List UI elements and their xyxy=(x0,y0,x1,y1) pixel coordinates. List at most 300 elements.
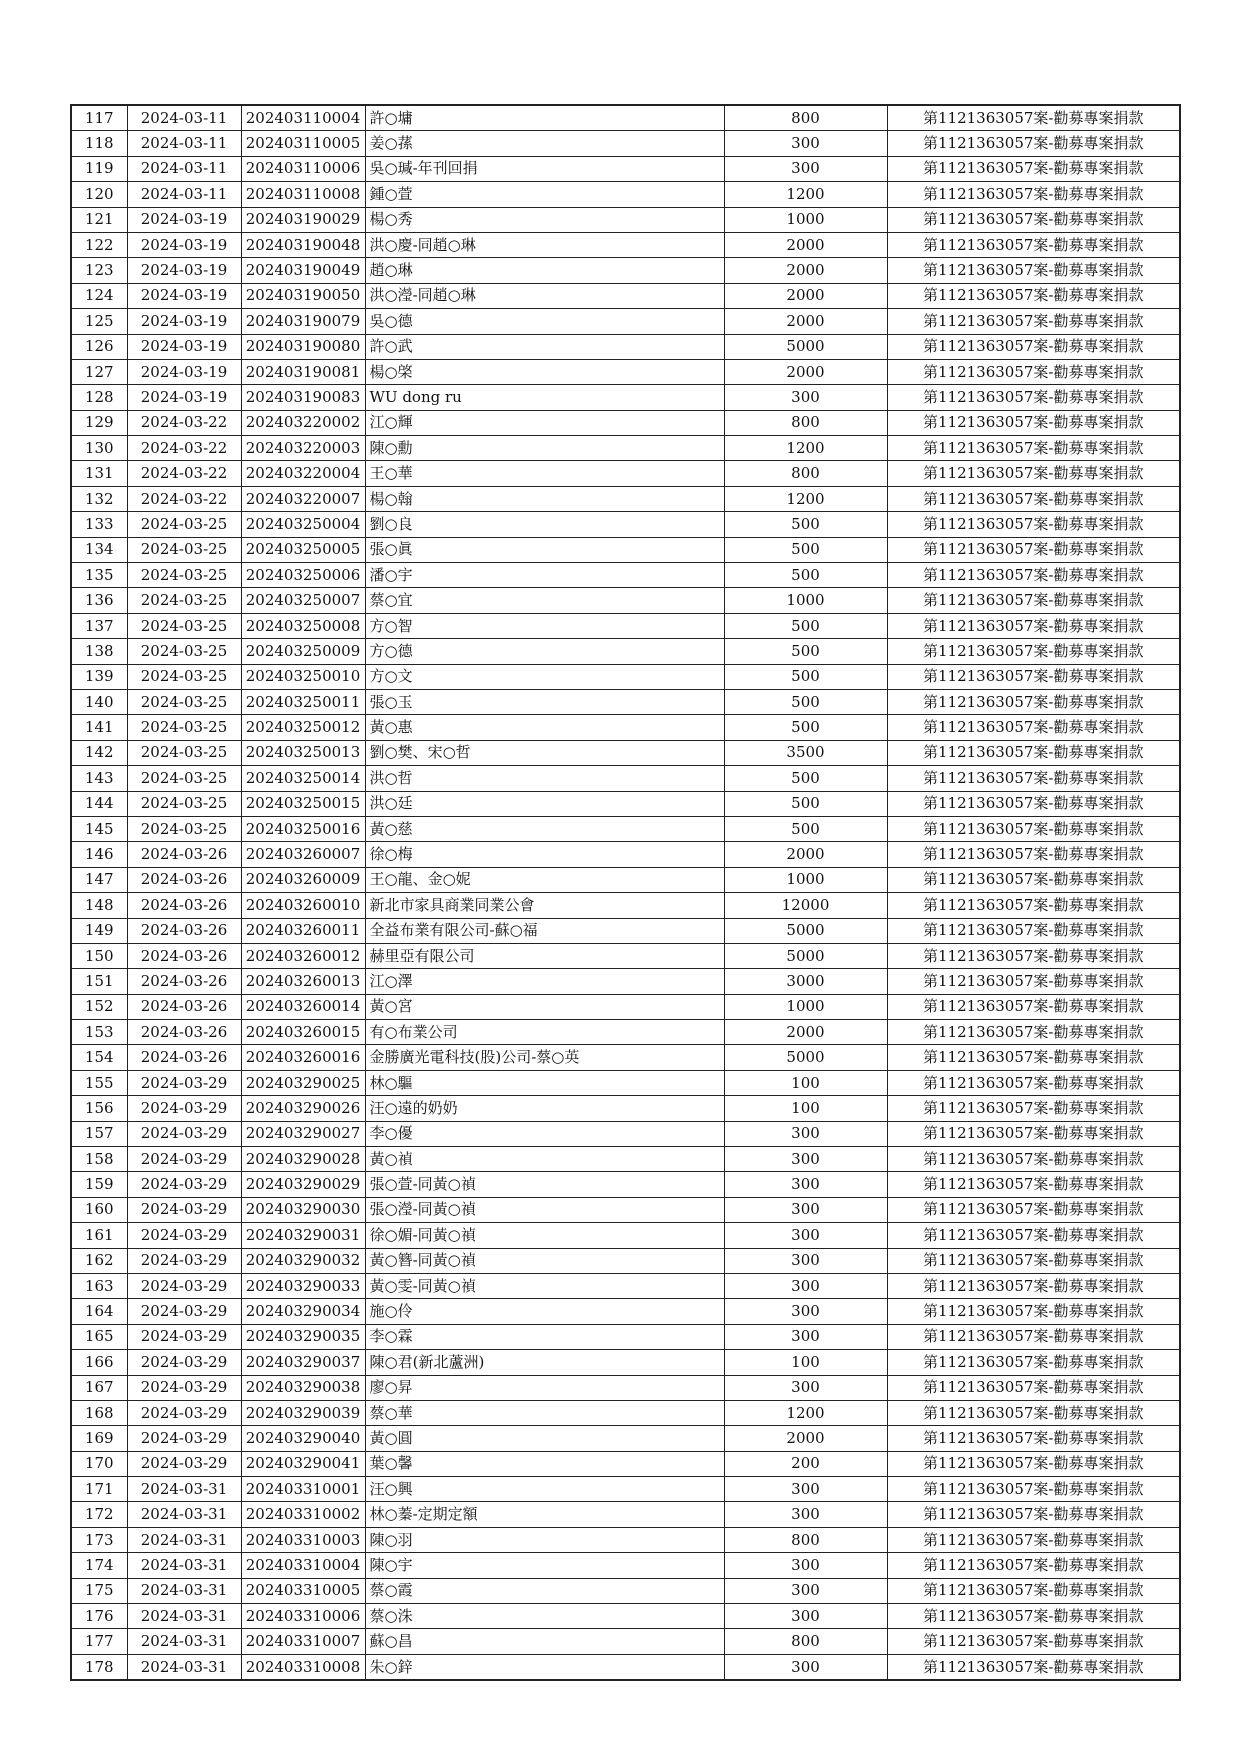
donor-name-cell: 林○蓁-定期定額 xyxy=(365,1502,724,1527)
table-row xyxy=(71,156,1180,181)
receipt-number-cell: 202403250004 xyxy=(241,512,365,537)
donor-name-cell: 張○萱-同黃○禎 xyxy=(365,1172,724,1197)
table-row xyxy=(71,283,1180,308)
date-cell: 2024-03-26 xyxy=(127,1045,241,1070)
amount-cell: 800 xyxy=(724,410,887,435)
amount-cell: 800 xyxy=(724,1527,887,1552)
purpose-cell: 第1121363057案-勸募專案捐款 xyxy=(887,410,1180,435)
receipt-number-cell: 202403310002 xyxy=(241,1502,365,1527)
date-cell: 2024-03-25 xyxy=(127,512,241,537)
receipt-number-cell: 202403290040 xyxy=(241,1426,365,1451)
row-number-cell: 147 xyxy=(71,867,127,892)
receipt-number-cell: 202403290037 xyxy=(241,1350,365,1375)
purpose-cell: 第1121363057案-勸募專案捐款 xyxy=(887,639,1180,664)
donor-name-cell: 許○武 xyxy=(365,334,724,359)
purpose-cell: 第1121363057案-勸募專案捐款 xyxy=(887,1604,1180,1629)
donor-name-cell: 林○驅 xyxy=(365,1070,724,1095)
purpose-cell: 第1121363057案-勸募專案捐款 xyxy=(887,867,1180,892)
purpose-cell: 第1121363057案-勸募專案捐款 xyxy=(887,486,1180,511)
table-row xyxy=(71,1096,1180,1121)
table-row xyxy=(71,1553,1180,1578)
table-row xyxy=(71,1400,1180,1425)
amount-cell: 1000 xyxy=(724,867,887,892)
row-number-cell: 120 xyxy=(71,182,127,207)
purpose-cell: 第1121363057案-勸募專案捐款 xyxy=(887,1096,1180,1121)
receipt-number-cell: 202403110005 xyxy=(241,131,365,156)
table-row xyxy=(71,893,1180,918)
row-number-cell: 162 xyxy=(71,1248,127,1273)
purpose-cell: 第1121363057案-勸募專案捐款 xyxy=(887,740,1180,765)
purpose-cell: 第1121363057案-勸募專案捐款 xyxy=(887,969,1180,994)
date-cell: 2024-03-31 xyxy=(127,1553,241,1578)
amount-cell: 5000 xyxy=(724,334,887,359)
receipt-number-cell: 202403250011 xyxy=(241,689,365,714)
purpose-cell: 第1121363057案-勸募專案捐款 xyxy=(887,1172,1180,1197)
row-number-cell: 128 xyxy=(71,385,127,410)
donor-name-cell: 陳○勳 xyxy=(365,436,724,461)
receipt-number-cell: 202403190049 xyxy=(241,258,365,283)
amount-cell: 500 xyxy=(724,512,887,537)
purpose-cell: 第1121363057案-勸募專案捐款 xyxy=(887,842,1180,867)
amount-cell: 1000 xyxy=(724,994,887,1019)
table-row xyxy=(71,1248,1180,1273)
receipt-number-cell: 202403220007 xyxy=(241,486,365,511)
purpose-cell: 第1121363057案-勸募專案捐款 xyxy=(887,918,1180,943)
date-cell: 2024-03-25 xyxy=(127,588,241,613)
purpose-cell: 第1121363057案-勸募專案捐款 xyxy=(887,258,1180,283)
amount-cell: 2000 xyxy=(724,258,887,283)
row-number-cell: 126 xyxy=(71,334,127,359)
amount-cell: 300 xyxy=(724,1197,887,1222)
donor-name-cell: 徐○媚-同黃○禎 xyxy=(365,1223,724,1248)
row-number-cell: 167 xyxy=(71,1375,127,1400)
purpose-cell: 第1121363057案-勸募專案捐款 xyxy=(887,385,1180,410)
date-cell: 2024-03-31 xyxy=(127,1629,241,1654)
donor-name-cell: 黃○惠 xyxy=(365,715,724,740)
amount-cell: 1200 xyxy=(724,182,887,207)
amount-cell: 3000 xyxy=(724,969,887,994)
table-row xyxy=(71,1654,1180,1680)
receipt-number-cell: 202403190081 xyxy=(241,359,365,384)
receipt-number-cell: 202403250009 xyxy=(241,639,365,664)
amount-cell: 300 xyxy=(724,1248,887,1273)
row-number-cell: 160 xyxy=(71,1197,127,1222)
amount-cell: 300 xyxy=(724,1654,887,1680)
receipt-number-cell: 202403190080 xyxy=(241,334,365,359)
date-cell: 2024-03-31 xyxy=(127,1502,241,1527)
receipt-number-cell: 202403290026 xyxy=(241,1096,365,1121)
date-cell: 2024-03-25 xyxy=(127,766,241,791)
amount-cell: 2000 xyxy=(724,359,887,384)
receipt-number-cell: 202403250013 xyxy=(241,740,365,765)
donor-name-cell: 方○文 xyxy=(365,664,724,689)
amount-cell: 5000 xyxy=(724,943,887,968)
amount-cell: 500 xyxy=(724,639,887,664)
date-cell: 2024-03-26 xyxy=(127,842,241,867)
table-row xyxy=(71,1273,1180,1298)
amount-cell: 5000 xyxy=(724,918,887,943)
donor-name-cell: 徐○梅 xyxy=(365,842,724,867)
row-number-cell: 123 xyxy=(71,258,127,283)
purpose-cell: 第1121363057案-勸募專案捐款 xyxy=(887,1375,1180,1400)
purpose-cell: 第1121363057案-勸募專案捐款 xyxy=(887,1553,1180,1578)
receipt-number-cell: 202403290032 xyxy=(241,1248,365,1273)
purpose-cell: 第1121363057案-勸募專案捐款 xyxy=(887,1578,1180,1603)
amount-cell: 300 xyxy=(724,1502,887,1527)
table-row xyxy=(71,1020,1180,1045)
purpose-cell: 第1121363057案-勸募專案捐款 xyxy=(887,1045,1180,1070)
purpose-cell: 第1121363057案-勸募專案捐款 xyxy=(887,1147,1180,1172)
date-cell: 2024-03-29 xyxy=(127,1223,241,1248)
receipt-number-cell: 202403290028 xyxy=(241,1147,365,1172)
donation-list-page xyxy=(70,104,1179,1681)
date-cell: 2024-03-29 xyxy=(127,1400,241,1425)
date-cell: 2024-03-29 xyxy=(127,1121,241,1146)
date-cell: 2024-03-11 xyxy=(127,105,241,131)
receipt-number-cell: 202403250008 xyxy=(241,613,365,638)
amount-cell: 300 xyxy=(724,1375,887,1400)
receipt-number-cell: 202403190083 xyxy=(241,385,365,410)
purpose-cell: 第1121363057案-勸募專案捐款 xyxy=(887,1299,1180,1324)
table-row xyxy=(71,1527,1180,1552)
purpose-cell: 第1121363057案-勸募專案捐款 xyxy=(887,1400,1180,1425)
row-number-cell: 170 xyxy=(71,1451,127,1476)
amount-cell: 2000 xyxy=(724,1020,887,1045)
table-row xyxy=(71,639,1180,664)
row-number-cell: 155 xyxy=(71,1070,127,1095)
row-number-cell: 177 xyxy=(71,1629,127,1654)
purpose-cell: 第1121363057案-勸募專案捐款 xyxy=(887,1197,1180,1222)
table-row xyxy=(71,969,1180,994)
date-cell: 2024-03-25 xyxy=(127,816,241,841)
donor-name-cell: 姜○蓀 xyxy=(365,131,724,156)
date-cell: 2024-03-25 xyxy=(127,613,241,638)
row-number-cell: 157 xyxy=(71,1121,127,1146)
amount-cell: 1200 xyxy=(724,1400,887,1425)
amount-cell: 5000 xyxy=(724,1045,887,1070)
row-number-cell: 118 xyxy=(71,131,127,156)
amount-cell: 300 xyxy=(724,1477,887,1502)
receipt-number-cell: 202403250010 xyxy=(241,664,365,689)
table-row xyxy=(71,105,1180,131)
receipt-number-cell: 202403220002 xyxy=(241,410,365,435)
purpose-cell: 第1121363057案-勸募專案捐款 xyxy=(887,1629,1180,1654)
table-row xyxy=(71,436,1180,461)
donor-name-cell: 趙○琳 xyxy=(365,258,724,283)
amount-cell: 500 xyxy=(724,689,887,714)
amount-cell: 500 xyxy=(724,766,887,791)
donor-name-cell: 楊○秀 xyxy=(365,207,724,232)
donor-name-cell: 潘○宇 xyxy=(365,563,724,588)
purpose-cell: 第1121363057案-勸募專案捐款 xyxy=(887,1273,1180,1298)
purpose-cell: 第1121363057案-勸募專案捐款 xyxy=(887,309,1180,334)
amount-cell: 1200 xyxy=(724,436,887,461)
purpose-cell: 第1121363057案-勸募專案捐款 xyxy=(887,1426,1180,1451)
purpose-cell: 第1121363057案-勸募專案捐款 xyxy=(887,816,1180,841)
receipt-number-cell: 202403190079 xyxy=(241,309,365,334)
receipt-number-cell: 202403290034 xyxy=(241,1299,365,1324)
row-number-cell: 159 xyxy=(71,1172,127,1197)
row-number-cell: 122 xyxy=(71,232,127,257)
date-cell: 2024-03-29 xyxy=(127,1375,241,1400)
date-cell: 2024-03-22 xyxy=(127,486,241,511)
receipt-number-cell: 202403310006 xyxy=(241,1604,365,1629)
purpose-cell: 第1121363057案-勸募專案捐款 xyxy=(887,791,1180,816)
date-cell: 2024-03-19 xyxy=(127,283,241,308)
purpose-cell: 第1121363057案-勸募專案捐款 xyxy=(887,766,1180,791)
row-number-cell: 158 xyxy=(71,1147,127,1172)
donor-name-cell: 蔡○洙 xyxy=(365,1604,724,1629)
amount-cell: 800 xyxy=(724,461,887,486)
purpose-cell: 第1121363057案-勸募專案捐款 xyxy=(887,664,1180,689)
receipt-number-cell: 202403290025 xyxy=(241,1070,365,1095)
date-cell: 2024-03-19 xyxy=(127,334,241,359)
row-number-cell: 171 xyxy=(71,1477,127,1502)
donor-name-cell: 金勝廣光電科技(股)公司-蔡○英 xyxy=(365,1045,724,1070)
date-cell: 2024-03-19 xyxy=(127,359,241,384)
receipt-number-cell: 202403290035 xyxy=(241,1324,365,1349)
table-row xyxy=(71,385,1180,410)
receipt-number-cell: 202403220004 xyxy=(241,461,365,486)
donor-name-cell: 劉○樊、宋○哲 xyxy=(365,740,724,765)
row-number-cell: 151 xyxy=(71,969,127,994)
amount-cell: 12000 xyxy=(724,893,887,918)
receipt-number-cell: 202403310001 xyxy=(241,1477,365,1502)
row-number-cell: 173 xyxy=(71,1527,127,1552)
purpose-cell: 第1121363057案-勸募專案捐款 xyxy=(887,588,1180,613)
purpose-cell: 第1121363057案-勸募專案捐款 xyxy=(887,537,1180,562)
date-cell: 2024-03-26 xyxy=(127,1020,241,1045)
date-cell: 2024-03-29 xyxy=(127,1096,241,1121)
donor-name-cell: WU dong ru xyxy=(365,385,724,410)
row-number-cell: 175 xyxy=(71,1578,127,1603)
receipt-number-cell: 202403310007 xyxy=(241,1629,365,1654)
row-number-cell: 142 xyxy=(71,740,127,765)
donor-name-cell: 鍾○萱 xyxy=(365,182,724,207)
table-row xyxy=(71,664,1180,689)
amount-cell: 1200 xyxy=(724,486,887,511)
date-cell: 2024-03-26 xyxy=(127,994,241,1019)
donor-name-cell: 全益布業有限公司-蘇○福 xyxy=(365,918,724,943)
table-row xyxy=(71,689,1180,714)
donor-name-cell: 洪○哲 xyxy=(365,766,724,791)
table-row xyxy=(71,1121,1180,1146)
date-cell: 2024-03-29 xyxy=(127,1147,241,1172)
receipt-number-cell: 202403290041 xyxy=(241,1451,365,1476)
donor-name-cell: 黃○宮 xyxy=(365,994,724,1019)
row-number-cell: 176 xyxy=(71,1604,127,1629)
table-row xyxy=(71,359,1180,384)
donor-name-cell: 陳○宇 xyxy=(365,1553,724,1578)
purpose-cell: 第1121363057案-勸募專案捐款 xyxy=(887,1654,1180,1680)
row-number-cell: 156 xyxy=(71,1096,127,1121)
table-row xyxy=(71,131,1180,156)
row-number-cell: 143 xyxy=(71,766,127,791)
row-number-cell: 166 xyxy=(71,1350,127,1375)
amount-cell: 200 xyxy=(724,1451,887,1476)
donor-name-cell: 王○華 xyxy=(365,461,724,486)
amount-cell: 1000 xyxy=(724,588,887,613)
receipt-number-cell: 202403310005 xyxy=(241,1578,365,1603)
table-row xyxy=(71,1197,1180,1222)
receipt-number-cell: 202403260007 xyxy=(241,842,365,867)
purpose-cell: 第1121363057案-勸募專案捐款 xyxy=(887,461,1180,486)
table-row xyxy=(71,766,1180,791)
purpose-cell: 第1121363057案-勸募專案捐款 xyxy=(887,207,1180,232)
table-row xyxy=(71,1045,1180,1070)
row-number-cell: 132 xyxy=(71,486,127,511)
donor-name-cell: 楊○棨 xyxy=(365,359,724,384)
date-cell: 2024-03-25 xyxy=(127,689,241,714)
date-cell: 2024-03-11 xyxy=(127,131,241,156)
receipt-number-cell: 202403260010 xyxy=(241,893,365,918)
row-number-cell: 138 xyxy=(71,639,127,664)
table-row xyxy=(71,588,1180,613)
purpose-cell: 第1121363057案-勸募專案捐款 xyxy=(887,1451,1180,1476)
table-row xyxy=(71,740,1180,765)
receipt-number-cell: 202403110004 xyxy=(241,105,365,131)
table-row xyxy=(71,410,1180,435)
row-number-cell: 153 xyxy=(71,1020,127,1045)
row-number-cell: 131 xyxy=(71,461,127,486)
amount-cell: 500 xyxy=(724,563,887,588)
date-cell: 2024-03-26 xyxy=(127,867,241,892)
receipt-number-cell: 202403260013 xyxy=(241,969,365,994)
amount-cell: 100 xyxy=(724,1096,887,1121)
row-number-cell: 146 xyxy=(71,842,127,867)
table-row xyxy=(71,1578,1180,1603)
row-number-cell: 148 xyxy=(71,893,127,918)
amount-cell: 300 xyxy=(724,1299,887,1324)
receipt-number-cell: 202403260011 xyxy=(241,918,365,943)
row-number-cell: 150 xyxy=(71,943,127,968)
receipt-number-cell: 202403110008 xyxy=(241,182,365,207)
receipt-number-cell: 202403310004 xyxy=(241,1553,365,1578)
donor-name-cell: 許○墉 xyxy=(365,105,724,131)
table-row xyxy=(71,816,1180,841)
amount-cell: 300 xyxy=(724,1324,887,1349)
row-number-cell: 161 xyxy=(71,1223,127,1248)
donor-name-cell: 李○優 xyxy=(365,1121,724,1146)
donor-name-cell: 黃○禎 xyxy=(365,1147,724,1172)
row-number-cell: 164 xyxy=(71,1299,127,1324)
row-number-cell: 140 xyxy=(71,689,127,714)
table-row xyxy=(71,334,1180,359)
amount-cell: 300 xyxy=(724,1553,887,1578)
donor-name-cell: 吳○德 xyxy=(365,309,724,334)
date-cell: 2024-03-25 xyxy=(127,563,241,588)
table-row xyxy=(71,1451,1180,1476)
row-number-cell: 125 xyxy=(71,309,127,334)
table-row xyxy=(71,182,1180,207)
receipt-number-cell: 202403290031 xyxy=(241,1223,365,1248)
purpose-cell: 第1121363057案-勸募專案捐款 xyxy=(887,359,1180,384)
date-cell: 2024-03-29 xyxy=(127,1172,241,1197)
date-cell: 2024-03-19 xyxy=(127,309,241,334)
date-cell: 2024-03-29 xyxy=(127,1248,241,1273)
donor-name-cell: 廖○昇 xyxy=(365,1375,724,1400)
donor-name-cell: 江○輝 xyxy=(365,410,724,435)
amount-cell: 500 xyxy=(724,791,887,816)
table-row xyxy=(71,563,1180,588)
purpose-cell: 第1121363057案-勸募專案捐款 xyxy=(887,436,1180,461)
table-row xyxy=(71,1629,1180,1654)
purpose-cell: 第1121363057案-勸募專案捐款 xyxy=(887,105,1180,131)
row-number-cell: 137 xyxy=(71,613,127,638)
date-cell: 2024-03-25 xyxy=(127,740,241,765)
date-cell: 2024-03-25 xyxy=(127,537,241,562)
row-number-cell: 152 xyxy=(71,994,127,1019)
amount-cell: 800 xyxy=(724,1629,887,1654)
date-cell: 2024-03-31 xyxy=(127,1477,241,1502)
receipt-number-cell: 202403250015 xyxy=(241,791,365,816)
table-row xyxy=(71,1299,1180,1324)
table-row xyxy=(71,918,1180,943)
receipt-number-cell: 202403250012 xyxy=(241,715,365,740)
donation-table-body xyxy=(71,105,1180,1680)
date-cell: 2024-03-22 xyxy=(127,410,241,435)
donor-name-cell: 王○龍、金○妮 xyxy=(365,867,724,892)
table-row xyxy=(71,486,1180,511)
amount-cell: 2000 xyxy=(724,283,887,308)
donor-name-cell: 陳○羽 xyxy=(365,1527,724,1552)
date-cell: 2024-03-31 xyxy=(127,1578,241,1603)
purpose-cell: 第1121363057案-勸募專案捐款 xyxy=(887,1477,1180,1502)
receipt-number-cell: 202403250016 xyxy=(241,816,365,841)
donor-name-cell: 蘇○昌 xyxy=(365,1629,724,1654)
donor-name-cell: 張○玉 xyxy=(365,689,724,714)
purpose-cell: 第1121363057案-勸募專案捐款 xyxy=(887,1324,1180,1349)
amount-cell: 300 xyxy=(724,385,887,410)
donor-name-cell: 朱○鋅 xyxy=(365,1654,724,1680)
row-number-cell: 149 xyxy=(71,918,127,943)
donor-name-cell: 洪○瀅-同趙○琳 xyxy=(365,283,724,308)
purpose-cell: 第1121363057案-勸募專案捐款 xyxy=(887,715,1180,740)
donor-name-cell: 黃○雯-同黃○禎 xyxy=(365,1273,724,1298)
receipt-number-cell: 202403260016 xyxy=(241,1045,365,1070)
purpose-cell: 第1121363057案-勸募專案捐款 xyxy=(887,131,1180,156)
donor-name-cell: 黃○簪-同黃○禎 xyxy=(365,1248,724,1273)
receipt-number-cell: 202403260012 xyxy=(241,943,365,968)
row-number-cell: 165 xyxy=(71,1324,127,1349)
amount-cell: 300 xyxy=(724,1223,887,1248)
donor-name-cell: 有○布業公司 xyxy=(365,1020,724,1045)
donor-name-cell: 黃○慈 xyxy=(365,816,724,841)
amount-cell: 500 xyxy=(724,816,887,841)
date-cell: 2024-03-29 xyxy=(127,1426,241,1451)
date-cell: 2024-03-25 xyxy=(127,639,241,664)
amount-cell: 2000 xyxy=(724,309,887,334)
row-number-cell: 134 xyxy=(71,537,127,562)
table-row xyxy=(71,1070,1180,1095)
table-row xyxy=(71,1604,1180,1629)
table-row xyxy=(71,537,1180,562)
amount-cell: 2000 xyxy=(724,232,887,257)
donor-name-cell: 蔡○華 xyxy=(365,1400,724,1425)
donor-name-cell: 黃○圓 xyxy=(365,1426,724,1451)
receipt-number-cell: 202403220003 xyxy=(241,436,365,461)
amount-cell: 2000 xyxy=(724,842,887,867)
donor-name-cell: 方○智 xyxy=(365,613,724,638)
donor-name-cell: 劉○良 xyxy=(365,512,724,537)
donation-table xyxy=(70,104,1181,1681)
donor-name-cell: 方○德 xyxy=(365,639,724,664)
purpose-cell: 第1121363057案-勸募專案捐款 xyxy=(887,334,1180,359)
row-number-cell: 135 xyxy=(71,563,127,588)
row-number-cell: 145 xyxy=(71,816,127,841)
date-cell: 2024-03-19 xyxy=(127,232,241,257)
donor-name-cell: 李○霖 xyxy=(365,1324,724,1349)
